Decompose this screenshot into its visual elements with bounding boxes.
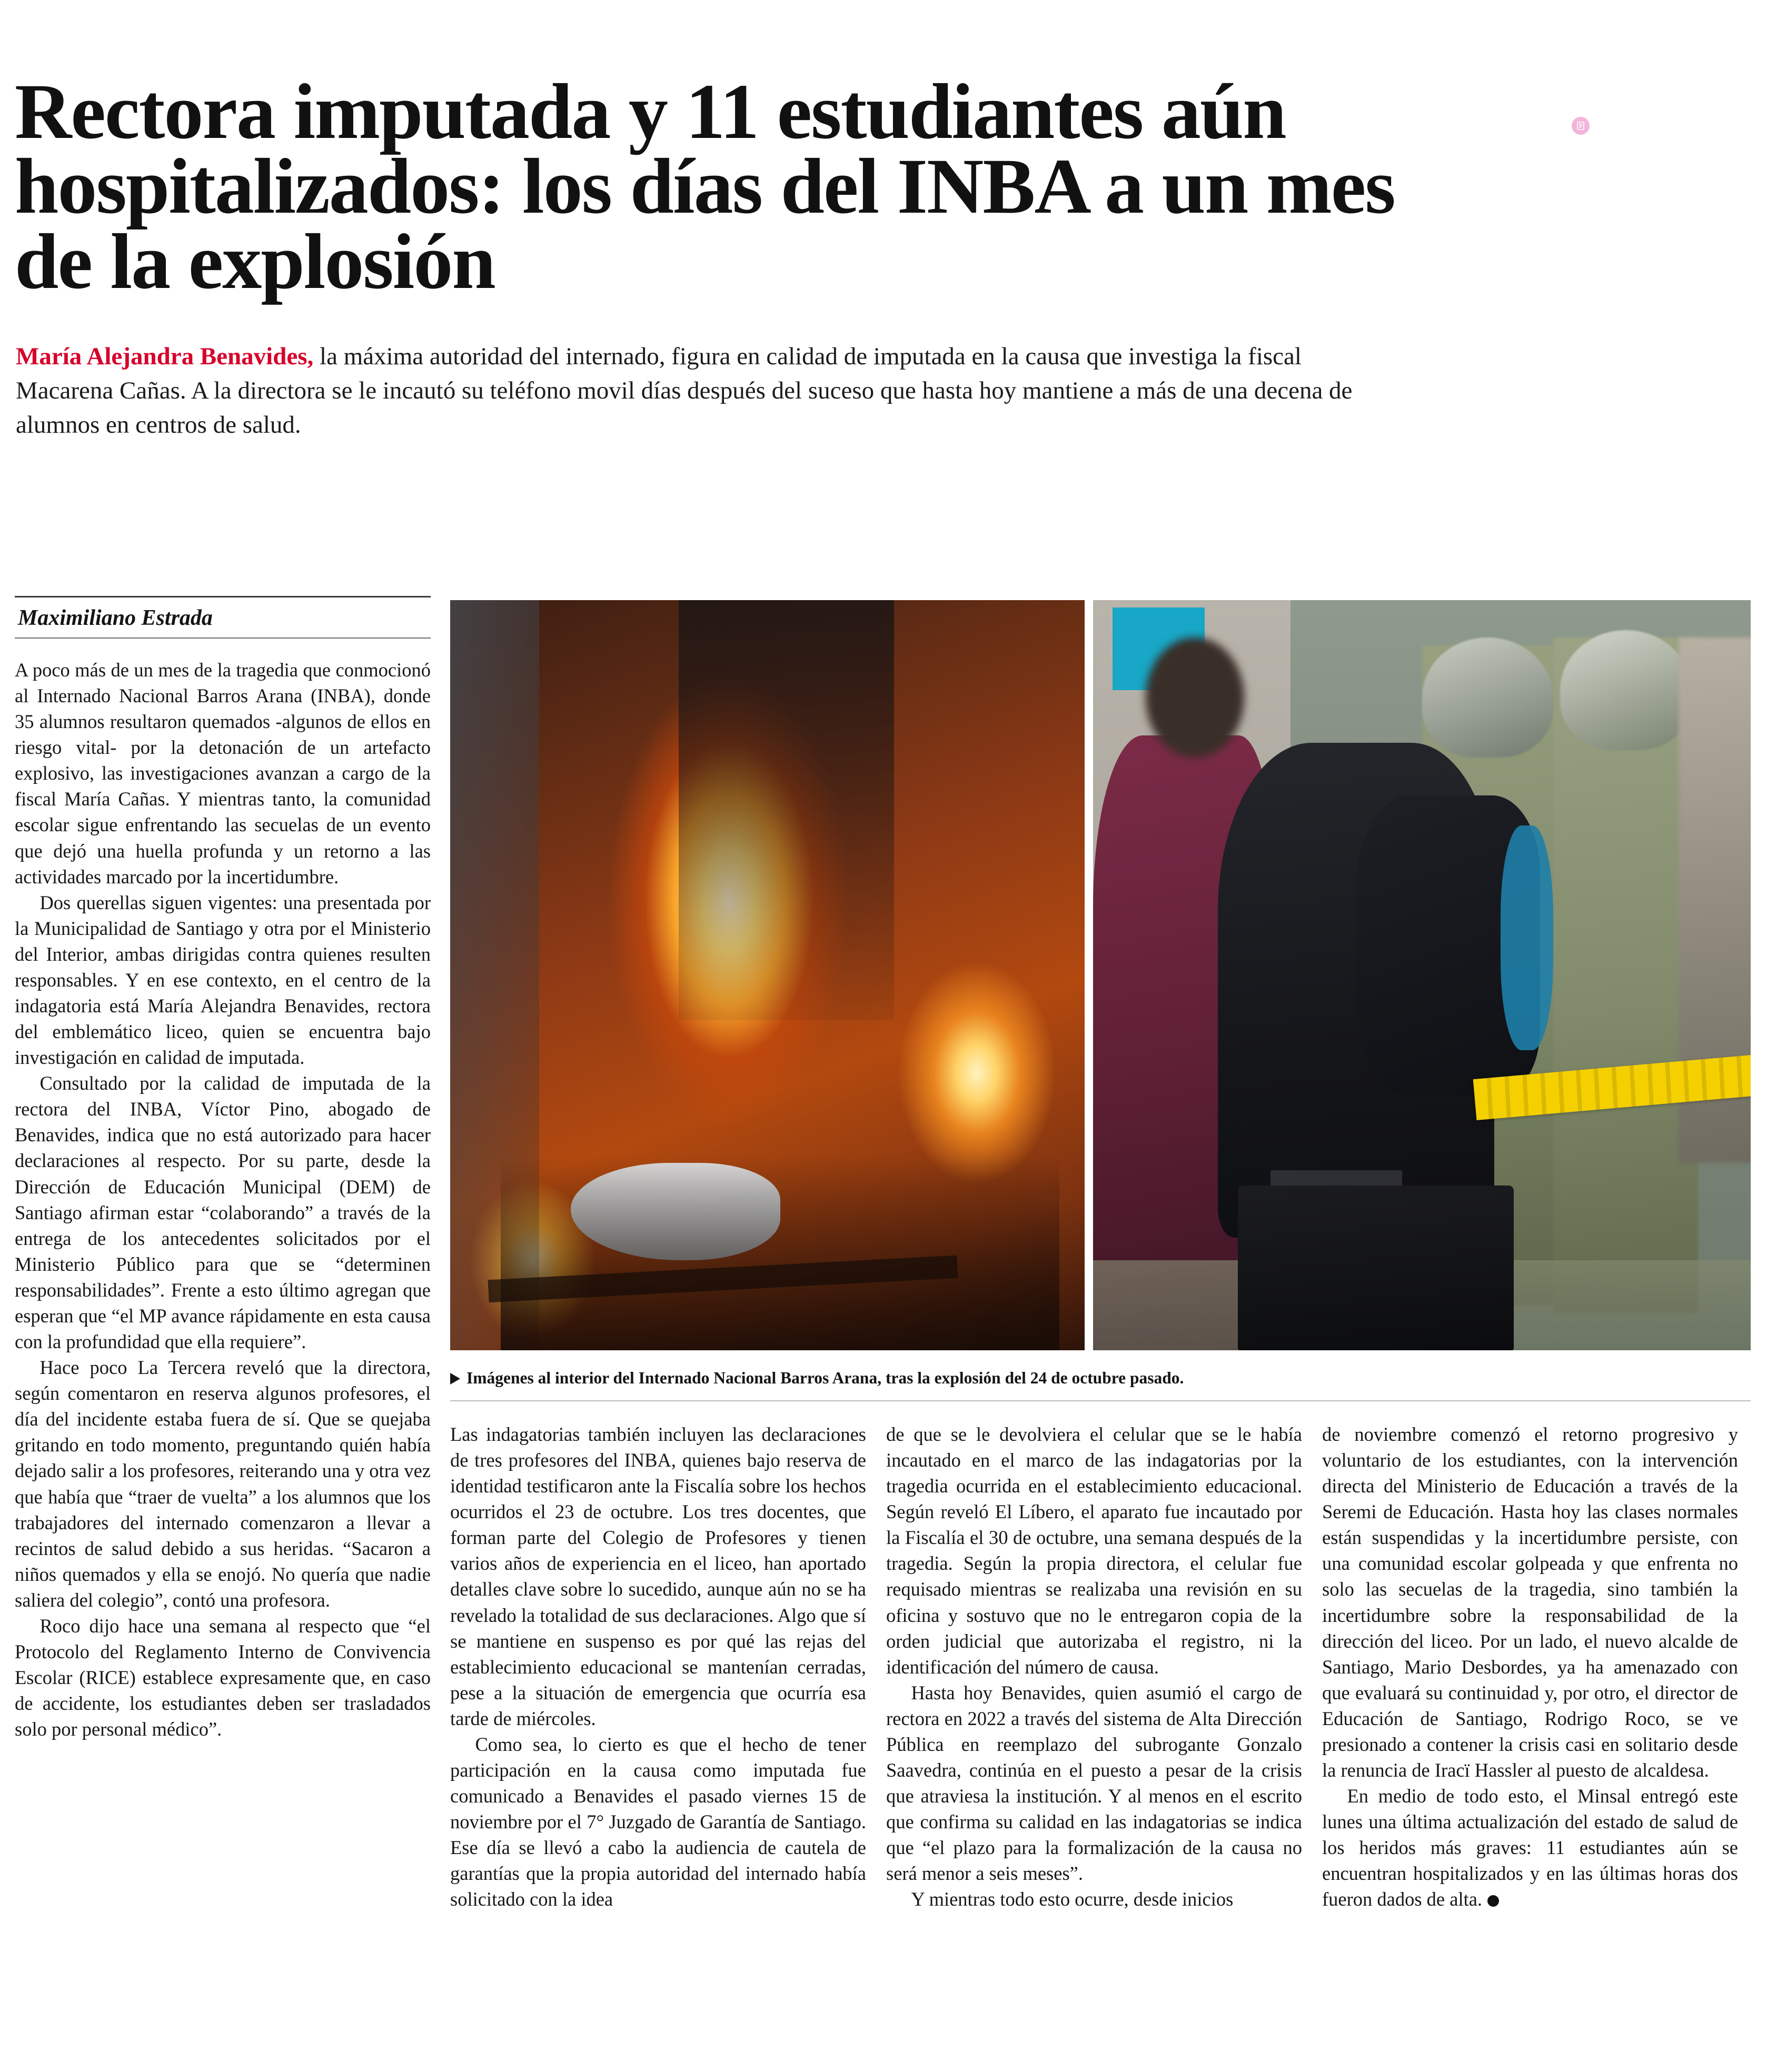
- photo-helmet-2: [1560, 630, 1692, 750]
- photo-strip: [450, 600, 1751, 1350]
- paragraph: Dos querellas siguen vigentes: una presentada por la Municipalidad de Santiago y otra por el Ministerio del Interior, ambas dirigidas contra quienes resulten responsables. Y en ese contexto, en el centro de la indagatoria está María Alejandra Benavides, rectora del emblemático liceo, quien se encuentra bajo investigación en calidad de imputada.: [15, 891, 431, 1069]
- byline-author: Maximiliano Estrada: [18, 606, 213, 630]
- lower-body-columns: [450, 1421, 1753, 1912]
- paragraph: de noviembre comenzó el retorno progresivo y voluntario de los estudiantes, con la intervención directa del Ministerio de Educación a través de la Seremi de Educación. Hasta hoy las clases normales están suspendidas y la incertidumbre persiste, con una comunidad escolar golpeada y que enfrenta no solo las secuelas de la tragedia, sino también la incertidumbre sobre la responsabilidad de la dirección del liceo. Por un lado, el nuevo alcalde de Santiago, Mario Desbordes, ya ha amenazado con que evaluará su continuidad y, por otro, el director de Educación de Santiago, Rodrigo Roco, se ve presionado a contener la crisis casi en solitario desde la renuncia de Iracï Hassler al puesto de alcaldesa.: [1322, 1423, 1738, 1781]
- caption-text: Imágenes al interior del Internado Nacional Barros Arana, tras la explosión del 24 de octubre pasado.: [466, 1369, 1184, 1387]
- byline: [15, 596, 431, 639]
- paragraph: Roco dijo hace una semana al respecto que “el Protocolo del Reglamento Interno de Convivencia Escolar (RICE) establece expresamente que, en caso de accidente, los estudiantes deben ser trasladados solo por personal médico”.: [15, 1615, 431, 1740]
- document-lines-icon: [1572, 117, 1590, 135]
- photo-fire-railing: [488, 1256, 958, 1302]
- caption-rule: [450, 1400, 1751, 1401]
- lead-highlight-name: María Alejandra Benavides,: [16, 343, 314, 370]
- body-column-3: [886, 1421, 1302, 1912]
- photo-fire-cloth: [571, 1163, 780, 1260]
- caption-triangle-icon: [450, 1373, 460, 1384]
- article-lead: [16, 340, 1379, 442]
- photo-suitcase: [1238, 1186, 1514, 1351]
- photo-evacuation-police: [1093, 600, 1751, 1350]
- photo-helmet-1: [1422, 637, 1554, 758]
- paragraph: [1322, 1783, 1738, 1912]
- paragraph: Como sea, lo cierto es que el hecho de tener participación en la causa como imputada fue comunicado a Benavides el pasado viernes 15 de noviembre por el 7° Juzgado de Garantía de Santiago. Ese día se llevó a cabo la audiencia de cautela de garantías que la propia autoridad del internado había solicitado con la idea: [450, 1733, 866, 1910]
- paragraph: A poco más de un mes de la tragedia que conmocionó al Internado Nacional Barros Arana (INBA), donde 35 alumnos resultaron quemados -algunos de ellos en riesgo vital- por la detonación de un artefacto explosivo, las investigaciones avanzan a cargo de la fiscal María Cañas. Y mientras tanto, la comunidad escolar sigue enfrentando las secuelas de un evento que dejó una huella profunda y un retorno a las actividades marcado por la incertidumbre.: [15, 659, 431, 888]
- photo-person-head-blurred: [1146, 637, 1244, 758]
- photo-fire-interior: [450, 600, 1085, 1350]
- paragraph: Y mientras todo esto ocurre, desde inicios: [911, 1888, 1234, 1910]
- lead-body: la máxima autoridad del internado, figura en calidad de imputada en la causa que investiga la fiscal Macarena Cañas. A la directora se le incautó su teléfono movil días después del suceso que hasta hoy mantiene a más de una decena de alumnos en centros de salud.: [16, 343, 1353, 439]
- paragraph: Las indagatorias también incluyen las declaraciones de tres profesores del INBA, quienes bajo reserva de identidad testificaron ante la Fiscalía sobre los hechos ocurridos el 23 de octubre. Los tres docentes, que forman parte del Colegio de Profesores y tienen varios años de experiencia en el liceo, han aportado detalles clave sobre lo sucedido, aunque aún no se ha revelado la totalidad de sus declaraciones. Algo que sí se mantiene en suspenso es por qué las rejas del establecimiento educacional se mantenían cerradas, pese a la situación de emergencia que ocurría esa tarde de miércoles.: [450, 1423, 866, 1729]
- paragraph: Consultado por la calidad de imputada de la rectora del INBA, Víctor Pino, abogado de Benavides, indica que no está autorizado para hacer declaraciones al respecto. Por su parte, desde la Dirección de Educación Municipal (DEM) de Santiago afirman estar “colaborando” a través de la entrega de los antecedentes solicitados por el Ministerio Público para que se “determinen responsabilidades”. Frente a esto último agregan que esperan que “el MP avance rápidamente en esta causa con la profundidad que ella requiere”.: [15, 1072, 431, 1353]
- body-column-4: [1322, 1421, 1738, 1912]
- photo-fire-shadow: [679, 600, 895, 1020]
- paragraph: Hasta hoy Benavides, quien asumió el cargo de rectora en 2022 a través del sistema de Alta Dirección Pública en reemplazo del subrogante Gonzalo Saavedra, continúa en el puesto a pesar de la crisis que atraviesa la institución. Y al menos en el escrito que confirma su calidad en las indagatorias se indica que “el plazo para la formalización de la causa no será menor a seis meses”.: [886, 1681, 1302, 1885]
- paragraph: Hace poco La Tercera reveló que la directora, según comentaron en reserva algunos profesores, el día del incidente estaba fuera de sí. Que se quejaba gritando en todo momento, preguntando quién había dejado salir a los profesores, reiterando una y otra vez que había que “traer de vuelta” a los alumnos que los trabajadores del internado comenzaron a llevar a recintos de salud debido a sus heridas. “Sacaron a niños quemados y ella se enojó. No quería que nadie saliera del colegio”, contó una profesora.: [15, 1357, 431, 1611]
- body-column-1: [15, 657, 431, 1742]
- byline-rule-bottom: [15, 637, 431, 639]
- body-column-2: [450, 1421, 866, 1912]
- page-title: Rectora imputada y 11 estudiantes aún hospitalizados: los días del INBA a un mes de la explosión: [15, 67, 1395, 305]
- paragraph: de que se le devolviera el celular que se le había incautado en el marco de las indagatorias por la tragedia ocurrida en el establecimiento educacional. Según reveló El Líbero, el aparato fue incautado por la Fiscalía el 30 de octubre, una semana después de la tragedia. Según la propia directora, el celular fue requisado mientras se realizaba una revisión en su oficina y sostuvo que no le entregaron copia de la orden judicial que autorizaba el registro, ni la identificación del número de causa.: [886, 1423, 1302, 1678]
- photo-caption: [450, 1368, 1751, 1388]
- photo-backpack-blue-strap: [1501, 825, 1553, 1051]
- end-of-article-mark: [1487, 1895, 1499, 1907]
- paragraph-text: En medio de todo esto, el Minsal entregó este lunes una última actualización del estado de salud de los heridos más graves: 11 estudiantes aún se encuentran hospitalizados y en las últimas horas dos fueron dados de alta.: [1322, 1785, 1738, 1910]
